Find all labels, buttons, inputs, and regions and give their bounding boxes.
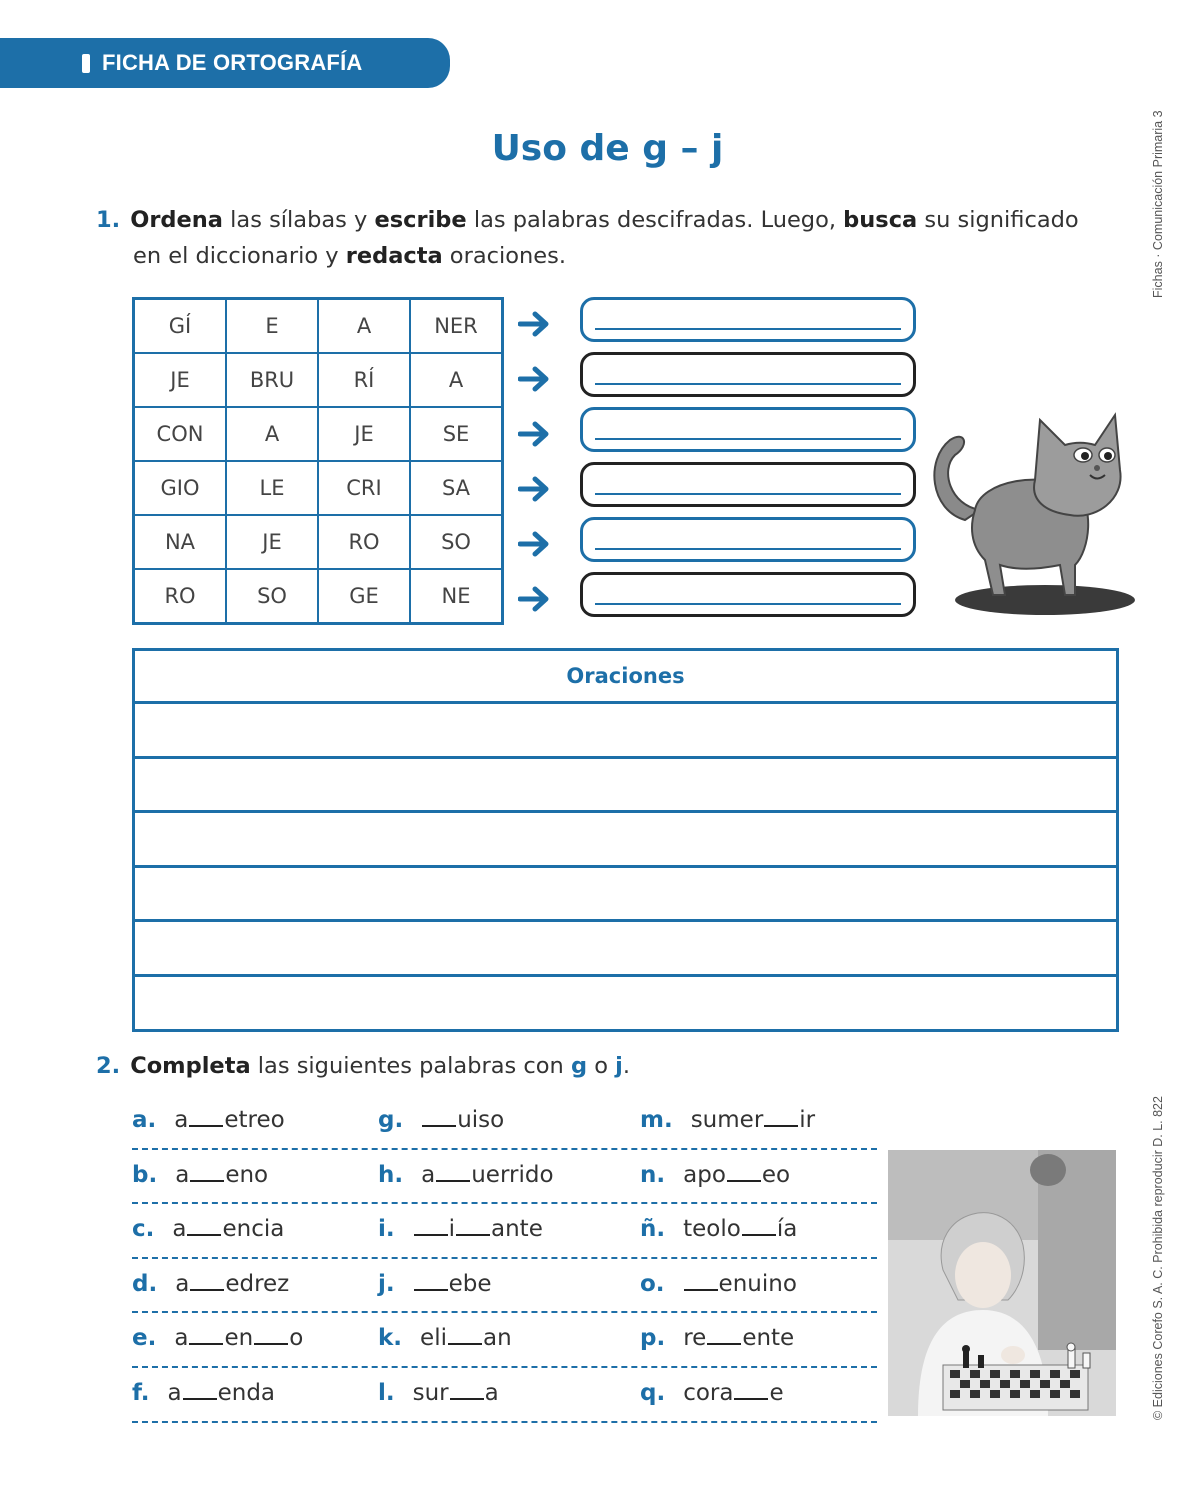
item-letter: k. bbox=[378, 1325, 403, 1352]
syllable-cell: SO bbox=[410, 515, 503, 569]
word-fragment: a bbox=[175, 1161, 190, 1188]
word-item bbox=[378, 1158, 554, 1188]
syllable-cell: NA bbox=[134, 515, 227, 569]
letter-blank[interactable] bbox=[183, 1376, 217, 1400]
word-fragment: uiso bbox=[457, 1107, 505, 1133]
word-item bbox=[132, 1103, 285, 1133]
word-fragment: enuino bbox=[718, 1270, 797, 1297]
syllable-row bbox=[134, 299, 503, 354]
word-text bbox=[683, 1325, 794, 1351]
word-fragment: ente bbox=[742, 1325, 795, 1352]
word-fragment: cora bbox=[683, 1379, 734, 1406]
item-letter: i. bbox=[378, 1216, 395, 1243]
word-text bbox=[691, 1107, 815, 1133]
word-item bbox=[378, 1376, 499, 1406]
word-list bbox=[132, 1095, 877, 1423]
item-letter: o. bbox=[640, 1270, 665, 1297]
syllable-row bbox=[134, 515, 503, 569]
word-fragment: ebe bbox=[448, 1270, 492, 1297]
syllable-row bbox=[134, 461, 503, 515]
word-text bbox=[413, 1271, 492, 1297]
syllable-cell: SO bbox=[226, 569, 318, 624]
word-text bbox=[421, 1162, 553, 1188]
word-fragment: ía bbox=[776, 1216, 798, 1243]
word-fragment: sumer bbox=[690, 1107, 764, 1133]
arrow-right-icon bbox=[518, 584, 552, 614]
word-text bbox=[420, 1325, 512, 1351]
answer-box[interactable] bbox=[580, 352, 916, 397]
letter-blank[interactable] bbox=[414, 1267, 448, 1291]
word-fragment: sur bbox=[412, 1379, 449, 1406]
answer-box[interactable] bbox=[580, 572, 916, 617]
letter-j: j bbox=[615, 1053, 623, 1079]
word-item bbox=[132, 1212, 284, 1242]
syllable-cell: CON bbox=[134, 407, 227, 461]
item-letter: h. bbox=[378, 1161, 404, 1188]
word-fragment: eli bbox=[420, 1325, 447, 1352]
exercise-2-number: 2. bbox=[96, 1053, 121, 1079]
arrow-right-icon bbox=[518, 474, 552, 504]
letter-blank[interactable] bbox=[684, 1267, 718, 1291]
item-letter: a. bbox=[132, 1107, 157, 1133]
letter-blank[interactable] bbox=[189, 1321, 223, 1345]
oraciones-box bbox=[132, 648, 1119, 1032]
item-letter: n. bbox=[640, 1161, 666, 1188]
side-caption-bottom: © Ediciones Corefo S. A. C. Prohibida reproducir D. L. 822 bbox=[1151, 1096, 1165, 1420]
verb-escribe: escribe bbox=[374, 207, 467, 233]
word-item bbox=[640, 1376, 784, 1406]
word-item bbox=[640, 1267, 797, 1297]
syllable-cell: LE bbox=[226, 461, 318, 515]
answer-box[interactable] bbox=[580, 462, 916, 507]
word-text bbox=[683, 1271, 797, 1297]
word-fragment: uerrido bbox=[471, 1161, 554, 1188]
syllable-cell: JE bbox=[318, 407, 410, 461]
word-row bbox=[132, 1313, 877, 1368]
word-item bbox=[132, 1267, 289, 1297]
writing-line[interactable] bbox=[135, 922, 1116, 977]
word-text bbox=[683, 1162, 790, 1188]
letter-blank[interactable] bbox=[422, 1103, 456, 1127]
word-fragment: a bbox=[175, 1270, 190, 1297]
syllable-row bbox=[134, 407, 503, 461]
writing-line[interactable] bbox=[135, 813, 1116, 868]
arrow-right-icon bbox=[518, 309, 552, 339]
word-text bbox=[421, 1107, 504, 1133]
syllable-cell: A bbox=[226, 407, 318, 461]
syllable-cell: RO bbox=[134, 569, 227, 624]
word-fragment: i bbox=[448, 1216, 456, 1243]
word-row bbox=[132, 1095, 877, 1150]
side-caption-top: Fichas · Comunicación Primaria 3 bbox=[1151, 110, 1165, 298]
letter-blank[interactable] bbox=[414, 1212, 448, 1236]
section-header bbox=[0, 38, 450, 88]
instr-text: o bbox=[587, 1053, 616, 1079]
writing-line[interactable] bbox=[135, 704, 1116, 759]
word-fragment: e bbox=[769, 1379, 784, 1406]
item-letter: j. bbox=[378, 1270, 395, 1297]
syllable-cell: NE bbox=[410, 569, 503, 624]
writing-line[interactable] bbox=[135, 977, 1116, 1032]
word-text bbox=[175, 1162, 268, 1188]
letter-blank[interactable] bbox=[734, 1376, 768, 1400]
syllable-cell: JE bbox=[134, 353, 227, 407]
word-fragment: ir bbox=[799, 1107, 816, 1133]
word-fragment: teolo bbox=[683, 1216, 741, 1243]
letter-blank[interactable] bbox=[448, 1321, 482, 1345]
word-item bbox=[640, 1212, 797, 1242]
word-fragment: encia bbox=[222, 1216, 285, 1243]
instr-text: las palabras descifradas. Luego, bbox=[466, 207, 844, 233]
syllable-cell: JE bbox=[226, 515, 318, 569]
arrow-right-icon bbox=[518, 529, 552, 559]
word-fragment: a bbox=[172, 1216, 187, 1243]
child-chess-photo bbox=[888, 1150, 1116, 1416]
letter-blank[interactable] bbox=[189, 1103, 223, 1127]
arrow-right-icon bbox=[518, 419, 552, 449]
writing-line[interactable] bbox=[135, 759, 1116, 814]
word-text bbox=[413, 1216, 543, 1242]
word-fragment: apo bbox=[683, 1161, 726, 1188]
syllable-cell: E bbox=[226, 299, 318, 354]
word-item bbox=[132, 1321, 303, 1351]
word-text bbox=[413, 1380, 499, 1406]
section-header-label: FICHA DE ORTOGRAFÍA bbox=[102, 50, 363, 75]
syllable-cell: RO bbox=[318, 515, 410, 569]
word-text bbox=[683, 1380, 783, 1406]
letter-blank[interactable] bbox=[456, 1212, 490, 1236]
word-row bbox=[132, 1150, 877, 1205]
syllable-cell: GÍ bbox=[134, 299, 227, 354]
arrow-right-icon bbox=[518, 364, 552, 394]
word-item bbox=[132, 1158, 268, 1188]
letter-blank[interactable] bbox=[727, 1158, 761, 1182]
word-fragment: a bbox=[484, 1379, 499, 1406]
word-text bbox=[174, 1107, 284, 1133]
word-fragment: an bbox=[482, 1325, 512, 1352]
word-row bbox=[132, 1368, 877, 1423]
word-fragment: re bbox=[683, 1325, 707, 1352]
exercise-2-instruction bbox=[96, 1048, 630, 1084]
answer-box[interactable] bbox=[580, 407, 916, 452]
syllable-row bbox=[134, 353, 503, 407]
word-fragment: edrez bbox=[225, 1270, 290, 1297]
writing-line[interactable] bbox=[135, 868, 1116, 923]
syllable-cell: RÍ bbox=[318, 353, 410, 407]
page-title: Uso de g – j bbox=[491, 128, 724, 169]
word-item bbox=[378, 1212, 543, 1242]
instr-text: . bbox=[622, 1053, 631, 1079]
letter-blank[interactable] bbox=[190, 1267, 224, 1291]
letter-blank[interactable] bbox=[436, 1158, 470, 1182]
syllable-cell: GE bbox=[318, 569, 410, 624]
exercise-1-instruction bbox=[96, 202, 1126, 274]
item-letter: p. bbox=[640, 1325, 666, 1352]
word-text bbox=[683, 1216, 797, 1242]
verb-ordena: Ordena bbox=[130, 207, 223, 233]
instr-text: su significado bbox=[917, 207, 1079, 233]
verb-redacta: redacta bbox=[345, 243, 443, 269]
syllable-cell: CRI bbox=[318, 461, 410, 515]
item-letter: c. bbox=[132, 1216, 155, 1243]
item-letter: l. bbox=[378, 1379, 395, 1406]
instr-text: las siguientes palabras con bbox=[250, 1053, 571, 1079]
item-letter: e. bbox=[132, 1325, 157, 1352]
syllable-cell: SA bbox=[410, 461, 503, 515]
answer-line bbox=[595, 383, 901, 385]
instr-text: en el diccionario y bbox=[133, 243, 346, 269]
header-marker bbox=[82, 54, 90, 73]
answer-line bbox=[595, 603, 901, 605]
answer-box[interactable] bbox=[580, 517, 916, 562]
word-fragment: eno bbox=[225, 1161, 269, 1188]
syllable-row bbox=[134, 569, 503, 624]
syllable-cell: A bbox=[410, 353, 503, 407]
verb-busca: busca bbox=[843, 207, 918, 233]
word-text bbox=[174, 1325, 303, 1351]
exercise-1-number: 1. bbox=[96, 207, 121, 233]
letter-g: g bbox=[570, 1053, 588, 1079]
answer-line bbox=[595, 548, 901, 550]
word-fragment: o bbox=[289, 1325, 304, 1352]
word-item bbox=[640, 1321, 794, 1351]
syllable-cell: NER bbox=[410, 299, 503, 354]
letter-blank[interactable] bbox=[187, 1212, 221, 1236]
word-text bbox=[168, 1380, 276, 1406]
word-fragment: enda bbox=[217, 1379, 276, 1406]
word-row bbox=[132, 1259, 877, 1314]
word-item bbox=[378, 1103, 504, 1133]
answer-line bbox=[595, 438, 901, 440]
letter-blank[interactable] bbox=[742, 1212, 776, 1236]
letter-blank[interactable] bbox=[764, 1103, 798, 1127]
word-row bbox=[132, 1204, 877, 1259]
item-letter: d. bbox=[132, 1270, 158, 1297]
letter-blank[interactable] bbox=[190, 1158, 224, 1182]
word-fragment: ante bbox=[491, 1216, 543, 1243]
instr-text: las sílabas y bbox=[223, 207, 375, 233]
item-letter: f. bbox=[132, 1379, 150, 1406]
word-text bbox=[172, 1216, 284, 1242]
verb-completa: Completa bbox=[130, 1053, 251, 1079]
item-letter: q. bbox=[640, 1379, 666, 1406]
word-item bbox=[378, 1321, 512, 1351]
answer-line bbox=[595, 328, 901, 330]
word-fragment: a bbox=[421, 1161, 436, 1188]
word-fragment: en bbox=[224, 1325, 254, 1352]
word-fragment: etreo bbox=[224, 1107, 285, 1133]
word-fragment: a bbox=[174, 1325, 189, 1352]
word-item bbox=[378, 1267, 492, 1297]
answer-box[interactable] bbox=[580, 297, 916, 342]
item-letter: ñ. bbox=[640, 1216, 666, 1243]
instr-text: oraciones. bbox=[442, 243, 566, 269]
syllable-cell: SE bbox=[410, 407, 503, 461]
syllable-cell: GIO bbox=[134, 461, 227, 515]
syllable-grid bbox=[132, 297, 504, 625]
word-item bbox=[640, 1158, 790, 1188]
word-item bbox=[132, 1376, 275, 1406]
word-item bbox=[640, 1103, 815, 1133]
oraciones-title: Oraciones bbox=[135, 651, 1116, 704]
syllable-cell: A bbox=[318, 299, 410, 354]
letter-blank[interactable] bbox=[254, 1321, 288, 1345]
word-text bbox=[175, 1271, 289, 1297]
word-fragment: a bbox=[167, 1379, 182, 1406]
word-fragment: eo bbox=[761, 1161, 791, 1188]
cat-illustration bbox=[925, 400, 1135, 620]
answer-line bbox=[595, 493, 901, 495]
item-letter: m. bbox=[640, 1107, 673, 1133]
item-letter: b. bbox=[132, 1161, 158, 1188]
word-fragment: a bbox=[174, 1107, 189, 1133]
letter-blank[interactable] bbox=[450, 1376, 484, 1400]
item-letter: g. bbox=[378, 1107, 404, 1133]
letter-blank[interactable] bbox=[707, 1321, 741, 1345]
syllable-cell: BRU bbox=[226, 353, 318, 407]
